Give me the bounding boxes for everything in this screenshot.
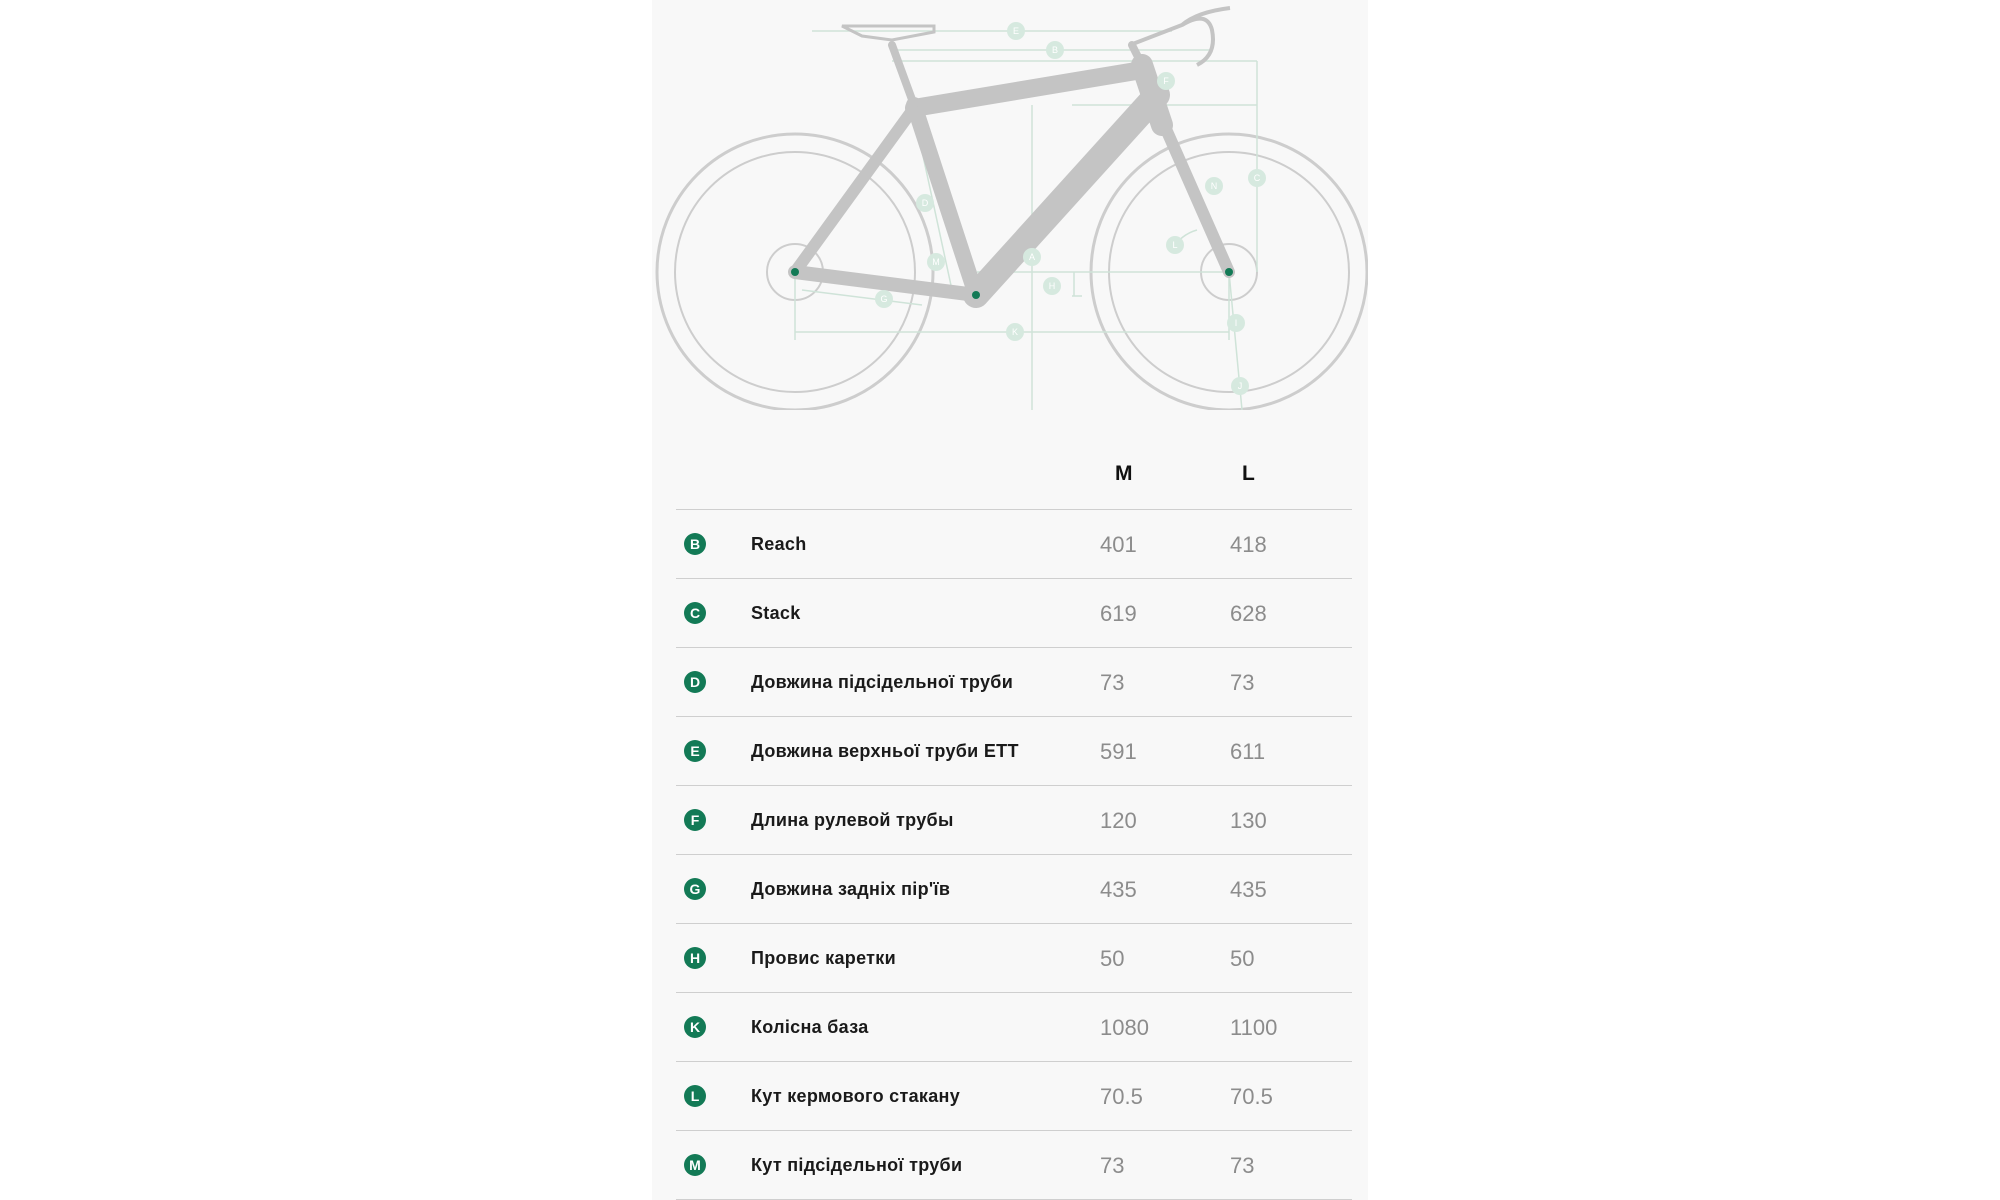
- marker-badge: M: [684, 1154, 706, 1176]
- value-m: 50: [1100, 946, 1125, 971]
- table-row: [676, 786, 1352, 855]
- value-m: 591: [1100, 739, 1137, 764]
- marker-n: [1205, 177, 1223, 195]
- marker-badge: B: [684, 533, 706, 555]
- marker-m: [927, 253, 945, 271]
- svg-text:N: N: [1210, 181, 1218, 191]
- value-l: 435: [1230, 877, 1267, 902]
- svg-text:E: E: [1012, 26, 1020, 36]
- marker-badge: F: [684, 809, 706, 831]
- value-l: 70.5: [1230, 1084, 1273, 1109]
- marker-c: [1248, 169, 1266, 187]
- value-l: 73: [1230, 1153, 1255, 1178]
- marker-badge: L: [684, 1085, 706, 1107]
- svg-text:M: M: [932, 257, 940, 267]
- marker-badge: E: [684, 740, 706, 762]
- marker-g: [875, 290, 893, 308]
- marker-e: [1007, 22, 1025, 40]
- row-label: Довжина підсідельної труби: [751, 672, 1014, 692]
- table-row: [676, 510, 1352, 579]
- svg-text:G: G: [880, 294, 888, 304]
- value-m: 120: [1100, 808, 1137, 833]
- value-m: 70.5: [1100, 1084, 1143, 1109]
- marker-k: [1006, 323, 1024, 341]
- value-l: 130: [1230, 808, 1267, 833]
- svg-text:A: A: [1028, 252, 1036, 262]
- marker-l: [1166, 236, 1184, 254]
- geometry-table: [676, 440, 1352, 1200]
- table-row: [676, 648, 1352, 717]
- marker-badge: C: [684, 602, 706, 624]
- table-row: [676, 579, 1352, 648]
- row-label: Довжина задніх пір'їв: [751, 879, 951, 899]
- row-label: Длина рулевой трубы: [751, 810, 954, 830]
- svg-text:D: D: [921, 198, 929, 208]
- table-row: [676, 924, 1352, 993]
- table-row: [676, 855, 1352, 924]
- row-label: Stack: [751, 603, 801, 623]
- value-l: 1100: [1230, 1015, 1278, 1040]
- bike-geometry-diagram: [652, 0, 1368, 410]
- svg-text:B: B: [1051, 45, 1059, 55]
- value-m: 73: [1100, 1153, 1125, 1178]
- table-row: [676, 1062, 1352, 1131]
- column-header-l: L: [1242, 462, 1255, 485]
- svg-text:H: H: [1048, 281, 1056, 291]
- row-label: Довжина верхньої труби ETT: [751, 741, 1019, 761]
- value-l: 73: [1230, 670, 1255, 695]
- column-header-m: M: [1115, 462, 1133, 485]
- marker-d: [916, 194, 934, 212]
- value-m: 619: [1100, 601, 1137, 626]
- value-l: 611: [1230, 739, 1266, 764]
- value-l: 50: [1230, 946, 1255, 971]
- value-m: 435: [1100, 877, 1137, 902]
- table-row: [676, 717, 1352, 786]
- value-l: 628: [1230, 601, 1267, 626]
- marker-f: [1157, 72, 1175, 90]
- table-row: [676, 1131, 1352, 1200]
- front-axle-point: [1225, 268, 1233, 276]
- svg-text:C: C: [1253, 173, 1261, 183]
- table-header: [676, 440, 1352, 510]
- marker-badge: K: [684, 1016, 706, 1038]
- row-label: Кут підсідельної труби: [751, 1155, 963, 1175]
- saddle: [842, 26, 934, 40]
- marker-j: [1231, 377, 1249, 395]
- marker-a: [1023, 248, 1041, 266]
- table-row: [676, 993, 1352, 1062]
- marker-badge: D: [684, 671, 706, 693]
- svg-text:F: F: [1163, 76, 1169, 86]
- value-m: 401: [1100, 532, 1137, 557]
- svg-text:L: L: [1172, 240, 1178, 250]
- value-l: 418: [1230, 532, 1267, 557]
- bottom-bracket-point: [972, 291, 980, 299]
- row-label: Провис каретки: [751, 948, 896, 968]
- marker-h: [1043, 277, 1061, 295]
- row-label: Колісна база: [751, 1017, 869, 1037]
- marker-badge: G: [684, 878, 706, 900]
- marker-badge: H: [684, 947, 706, 969]
- svg-text:K: K: [1011, 327, 1019, 337]
- marker-b: [1046, 41, 1064, 59]
- value-m: 73: [1100, 670, 1125, 695]
- value-m: 1080: [1100, 1015, 1149, 1040]
- svg-text:J: J: [1237, 381, 1243, 391]
- row-label: Reach: [751, 534, 807, 554]
- rear-axle-point: [791, 268, 799, 276]
- marker-i: [1227, 314, 1245, 332]
- svg-text:I: I: [1234, 318, 1238, 328]
- bike-diagram-svg: [652, 0, 1368, 410]
- geometry-panel: [652, 0, 1368, 1200]
- row-label: Кут кермового стакану: [751, 1086, 961, 1106]
